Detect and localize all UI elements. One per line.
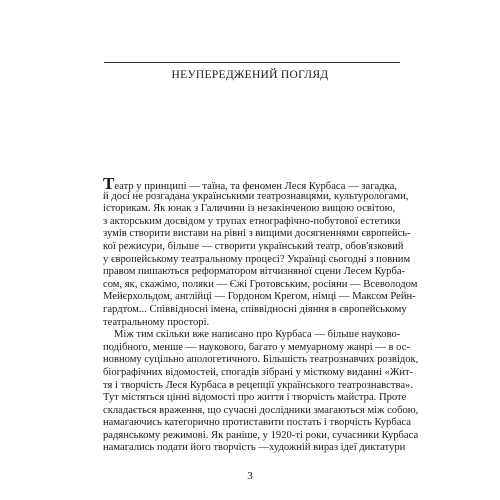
text-line	[103, 404, 419, 418]
line-text: тя і творчість Леся Курбаса в рецепції українського театрознавства».	[103, 379, 414, 391]
line-text: Тут містяться цінні відомості про життя і творчість майстра. Проте	[103, 392, 407, 404]
line-text: радянському режимові. Як раніше, у 1920-ті роки, сучасники Курбаса	[103, 429, 419, 441]
line-text: сом, як, скажімо, поляки — Єжі Гротовським, росіяни — Всеволодом	[103, 278, 418, 290]
line-text: новному суцільно апологетичного. Більшість театрознавчих розвідок,	[103, 354, 419, 366]
section-heading: НЕУПЕРЕДЖЕНИЙ ПОГЛЯД	[171, 69, 329, 81]
line-text: гардтом... Співвідносні імена, співвідносні діяння в європейському	[103, 303, 407, 315]
text-line	[103, 228, 411, 241]
page-number: 3	[247, 470, 253, 482]
line-text: намагались подати його творчість —художній вираз ідеї диктатури	[103, 442, 406, 454]
text-line	[103, 304, 407, 317]
line-text: кої режисури, більше — створити український театр, обов'язковий	[103, 240, 404, 252]
text-line	[103, 392, 407, 405]
text-line	[103, 329, 407, 342]
text-line	[103, 191, 407, 204]
text-line	[103, 341, 410, 355]
line-text: з акторським досвідом у трупах етнографічно-побутової естетики	[103, 215, 401, 227]
text-line	[103, 266, 407, 279]
line-text: намагаючись категорично протиставити постать і творчість Курбаса	[103, 417, 411, 429]
text-line	[103, 379, 414, 393]
drop-cap: Т	[103, 174, 115, 193]
line-text: зумів створити вистави на рівні з вищими досягненнями європейсь-	[103, 228, 411, 240]
line-text: й досі не розгадана українськими театрознавцями, культурологами,	[103, 190, 409, 202]
text-line	[103, 417, 411, 430]
top-rule	[104, 62, 400, 63]
line-text: правом пишаються реформатором вітчизняної сцени Лесем Курба-	[103, 266, 406, 278]
body-text	[103, 174, 419, 455]
text-line	[103, 354, 419, 367]
line-text: Мейєрхольдом, англійці — Гордоном Крегом, німці — Максом Рейн-	[103, 291, 416, 303]
line-text: у європейському театральному процесі? Українці сьогодні з повним	[103, 253, 411, 265]
line-text: Між тим скільки вже написано про Курбаса — більше науково-	[114, 329, 401, 341]
line-text: біографічних відомостей, спогадів зібрані у місткому виданні «Жит-	[103, 366, 414, 378]
text-line	[103, 241, 407, 254]
line-text: театральному просторі.	[103, 316, 210, 328]
line-text: складається враження, що сучасні дослідники змагаються між собою,	[103, 404, 419, 416]
line-text: подібного, менше — наукового, багато у мемуарному жанрі — в ос-	[103, 341, 410, 353]
line-text: еатр у принципі — таїна, та феномен Леся Курбаса — загадка,	[114, 181, 397, 192]
text-line	[103, 429, 419, 443]
text-line	[103, 278, 418, 292]
text-line	[103, 253, 411, 267]
text-line	[103, 442, 407, 455]
first-line	[103, 174, 407, 193]
text-line	[103, 216, 407, 229]
text-line	[103, 203, 407, 216]
text-line	[103, 317, 407, 330]
text-line	[103, 291, 416, 304]
line-text: історикам. Як юнак з Галичини із незакінченою вищою освітою,	[103, 203, 396, 215]
text-line	[103, 366, 414, 380]
